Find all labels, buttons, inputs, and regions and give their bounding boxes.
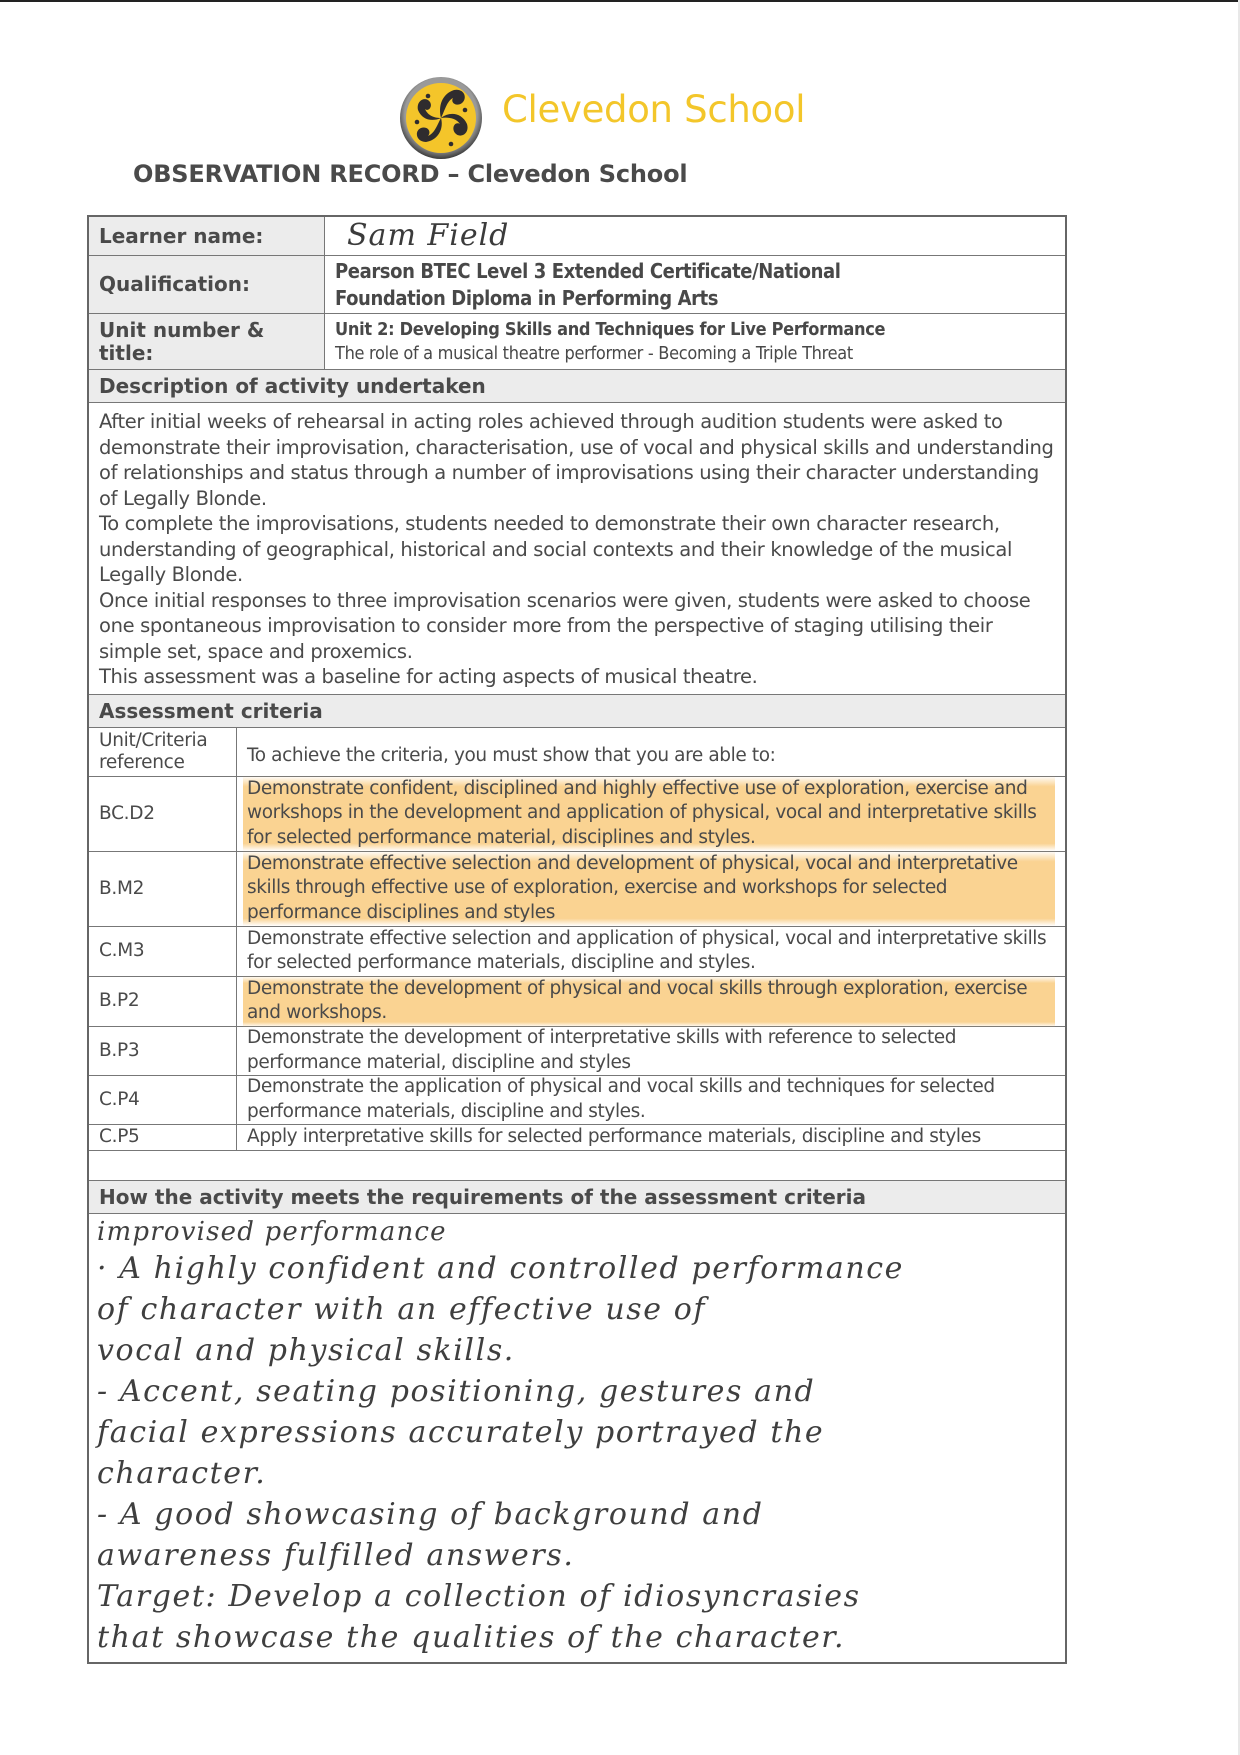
criteria-row	[89, 777, 1065, 852]
criteria-ref: B.P3	[89, 1027, 237, 1075]
criteria-row	[89, 1125, 1065, 1151]
unit-subtitle: The role of a musical theatre performer - Becoming a Triple Threat	[335, 343, 853, 364]
document-title: OBSERVATION RECORD – Clevedon School	[133, 160, 688, 188]
evidence-heading: How the activity meets the requirements of the assessment criteria	[89, 1181, 1065, 1214]
criteria-text-highlighted: Demonstrate the development of physical and vocal skills through exploration, exercise and workshops.	[243, 976, 1055, 1027]
empty-spacer-row	[89, 1151, 1065, 1181]
criteria-ref: C.M3	[89, 927, 237, 976]
qualification-line-1: Pearson BTEC Level 3 Extended Certificate/National	[335, 258, 841, 283]
handwritten-line: awareness fulfilled answers.	[97, 1537, 575, 1573]
learner-name-field[interactable]	[325, 217, 1065, 255]
description-paragraph: Once initial responses to three improvisation scenarios were given, students were asked to choose one spontaneous improvisation to consider more from the perspective of staging utilising their simple set, space and proxemics.	[99, 588, 1031, 663]
criteria-ref-column-header: Unit/Criteria reference	[89, 728, 237, 776]
learner-name-label: Learner name:	[89, 217, 325, 255]
criteria-ref: C.P5	[89, 1125, 237, 1150]
scan-edge	[0, 0, 1240, 2]
criteria-row	[89, 977, 1065, 1027]
criteria-text: Apply interpretative skills for selected performance materials, discipline and styles	[247, 1125, 981, 1147]
qualification-value	[325, 256, 1065, 313]
criteria-text-highlighted: Demonstrate confident, disciplined and highly effective use of exploration, exercise and workshops in the development and application of physical, vocal and interpretative skills for selected performance material, disciplines and styles.	[243, 776, 1055, 852]
criteria-text-highlighted: Demonstrate effective selection and development of physical, vocal and interpretative skills through effective use of exploration, exercise and workshops for selected performance disciplines and styles	[243, 851, 1055, 927]
evidence-handwritten-notes[interactable]	[89, 1214, 1065, 1662]
handwritten-line: facial expressions accurately portrayed the	[97, 1414, 825, 1450]
qualification-row	[89, 256, 1065, 314]
handwritten-line: · A highly confident and controlled performance	[97, 1250, 905, 1286]
handwritten-line: character.	[97, 1455, 267, 1491]
brand-name: Clevedon School	[502, 88, 806, 131]
handwritten-line: improvised performance	[97, 1216, 447, 1247]
unit-title: Unit 2: Developing Skills and Techniques for Live Performance	[335, 319, 886, 340]
description-paragraph: This assessment was a baseline for acting aspects of musical theatre.	[99, 665, 758, 688]
criteria-header-row	[89, 728, 1065, 777]
description-body	[89, 403, 1065, 695]
criteria-row	[89, 1027, 1065, 1076]
criteria-row	[89, 1076, 1065, 1125]
qualification-label: Qualification:	[89, 256, 325, 313]
handwritten-line: that showcase the qualities of the character.	[97, 1619, 846, 1655]
learner-row	[89, 217, 1065, 256]
criteria-text: Demonstrate effective selection and application of physical, vocal and interpretative skills for selected performance materials, discipline and styles.	[247, 927, 1047, 973]
unit-row	[89, 314, 1065, 370]
handwritten-line: - Accent, seating positioning, gestures and	[97, 1373, 816, 1409]
criteria-ref: BC.D2	[89, 777, 237, 851]
criteria-ref: B.P2	[89, 977, 237, 1026]
learner-name-value: Sam Field	[347, 218, 510, 253]
description-paragraph: After initial weeks of rehearsal in acting roles achieved through audition students were asked to demonstrate their improvisation, characterisation, use of vocal and physical skills and understanding of relationships and status through a number of improvisations using their character understanding of Legally Blonde.	[99, 410, 1054, 510]
criteria-row	[89, 927, 1065, 977]
triskele-emblem-icon	[398, 76, 484, 160]
handwritten-line: - A good showcasing of background and	[97, 1496, 764, 1532]
criteria-text-column-header: To achieve the criteria, you must show that you are able to:	[247, 744, 776, 766]
criteria-text-cell	[237, 977, 1065, 1026]
criteria-ref: B.M2	[89, 852, 237, 926]
criteria-ref: C.P4	[89, 1076, 237, 1124]
handwritten-line: vocal and physical skills.	[97, 1332, 515, 1368]
criteria-text: Demonstrate the development of interpretative skills with reference to selected performance material, discipline and styles	[247, 1027, 957, 1073]
qualification-line-2: Foundation Diploma in Performing Arts	[335, 285, 719, 310]
unit-label: Unit number & title:	[89, 314, 325, 369]
criteria-text-cell	[237, 777, 1065, 851]
criteria-text-cell	[237, 852, 1065, 926]
description-paragraph: To complete the improvisations, students needed to demonstrate their own character research, understanding of geographical, historical and social contexts and their knowledge of the musical Legally Blonde.	[99, 512, 1013, 586]
unit-value	[325, 314, 1065, 369]
handwritten-line: Target: Develop a collection of idiosyncrasies	[97, 1578, 861, 1614]
criteria-text: Demonstrate the application of physical and vocal skills and techniques for selected performance materials, discipline and styles.	[247, 1076, 995, 1122]
criteria-row	[89, 852, 1065, 927]
observation-form	[87, 215, 1067, 1664]
assessment-heading: Assessment criteria	[89, 695, 1065, 728]
description-heading: Description of activity undertaken	[89, 370, 1065, 403]
handwritten-line: of character with an effective use of	[97, 1291, 707, 1327]
